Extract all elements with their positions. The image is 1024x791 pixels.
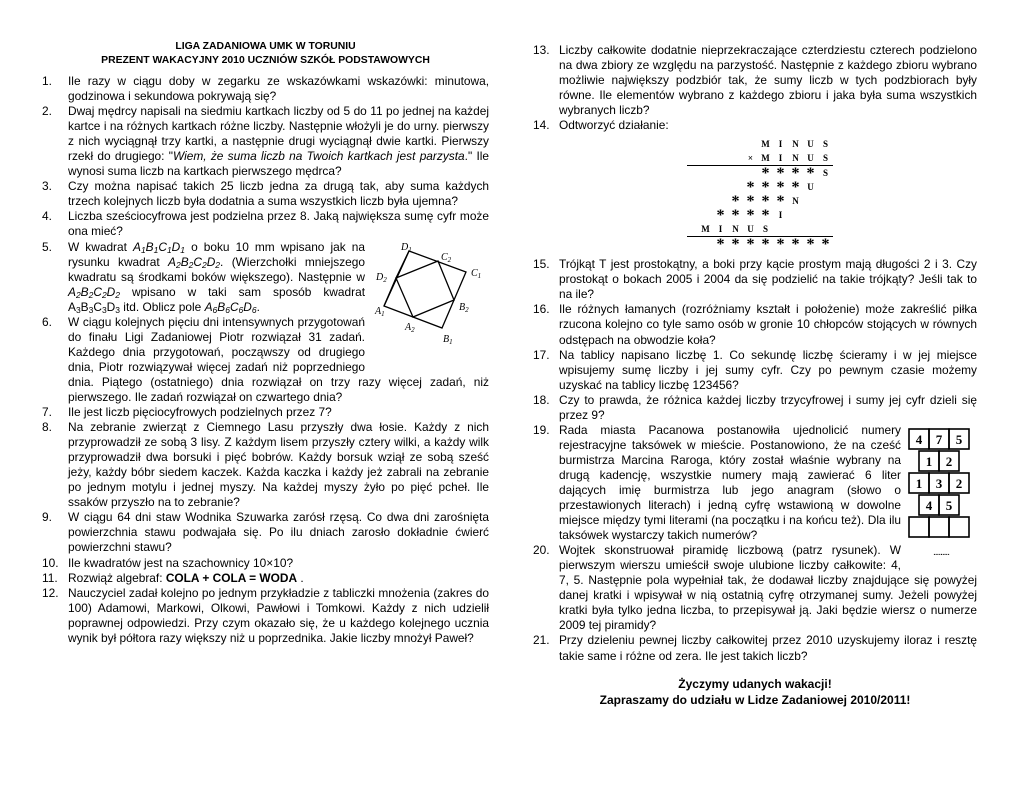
puzzle-star: * — [746, 192, 755, 210]
task-3 — [42, 179, 489, 209]
task-number: 10. — [42, 555, 59, 570]
task-text: o boku 10 mm wpisano jak na rysunku kwadrat — [68, 239, 365, 269]
header-line-1: LIGA ZADANIOWA UMK W TORUNIU — [175, 41, 356, 52]
task-18 — [533, 393, 977, 423]
puzzle-letter: S — [822, 167, 828, 178]
task-text: itd. Oblicz pole — [120, 299, 205, 314]
task-text: Liczba sześciocyfrowa jest podzielna przez 8. Jaką największa sumę cyfr może ona mieć? — [68, 209, 489, 239]
task-number: 5. — [42, 239, 52, 254]
task-8 — [42, 420, 489, 510]
math-A2B2C2D2-b: $A_2B_2C_2D_2$ — [68, 284, 120, 300]
puzzle-star: * — [746, 178, 755, 196]
task-21 — [533, 633, 977, 663]
pyr-value: 4 — [925, 497, 933, 513]
puzzle-star: * — [776, 178, 785, 196]
puzzle-letter: I — [718, 223, 723, 234]
task-number: 13. — [533, 43, 550, 57]
puzzle-star: * — [761, 164, 770, 182]
task-text: Czy można napisać takich 25 liczb jedna za drugą tak, aby suma każdych trzech kolejnych liczb była dodatnia a suma wszystkich liczb była ujemna? — [68, 179, 489, 209]
puzzle-letter: U — [747, 223, 754, 234]
task-text: Trójkąt T jest prostokątny, a boki przy kącie prostym mają długości 2 i 3. Czy prostokąt o bokach 2005 i 2004 da się podzielić na takie trójkąty? Jeśli tak to na ile? — [559, 257, 977, 302]
label-D2: $D_2$ — [376, 271, 387, 284]
square-A2B2C2D2 — [396, 261, 454, 317]
task-number: 8. — [42, 420, 52, 435]
header-line-2: PREZENT WAKACYJNY 2010 UCZNIÓW SZKÓŁ PODSTAWOWYCH — [101, 55, 430, 66]
task-text: Wojtek skonstruował piramidę liczbową (patrz rysunek). W pierwszym wierszu umieścił swoje ulubione liczby całkowite: 4, 7, 5. Następnie pola wypełniał tak, że dodawał liczby znajdujące się powyżej danej kratki i wpisywał w nią ostatnią cyfrę otrzymanej sumy. Jeżeli powyżej kratki była tylko jedna liczba, to przepisywał ją. Jaki będzie wiersz o numerze 2009 tej piramidy? — [559, 543, 977, 633]
puzzle-letter: S — [762, 223, 768, 234]
puzzle-letter: M — [761, 138, 770, 149]
pyr-cell — [929, 517, 949, 537]
task-text: Ile jest liczb pięciocyfrowych podzielnych przez 7? — [68, 405, 332, 420]
puzzle-letter: N — [792, 195, 799, 206]
task-14 — [533, 118, 977, 133]
task-number: 1. — [42, 74, 52, 88]
task-text: Na tablicy napisano liczbę 1. Co sekundę liczbę ścieramy i w jej miejsce wpisujemy sumę liczby i jej sumy cyfr. Czy po pewnym czasie możemy uzyskać na tablicy liczbę 123456? — [559, 347, 977, 392]
puzzle-star: * — [731, 192, 740, 210]
puzzle-row — [683, 237, 833, 251]
puzzle-letter: U — [807, 138, 814, 149]
task-number: 11. — [42, 570, 58, 585]
puzzle-star: * — [776, 192, 785, 210]
puzzle-star: * — [791, 164, 800, 182]
label-A2: $A_2$ — [405, 321, 415, 334]
task-7 — [42, 405, 489, 420]
task-text: ." Ile wynosi suma liczb na kartkach pierwszego mędrca? — [68, 149, 490, 179]
task-number: 17. — [533, 347, 550, 362]
task-list-right-2 — [533, 257, 977, 663]
task-text: wpisano w taki sam sposób kwadrat — [120, 284, 365, 299]
pyr-dots: ......... — [932, 546, 950, 558]
label-C1: $C_1$ — [471, 267, 482, 280]
puzzle-star: * — [821, 235, 830, 253]
puzzle-star: * — [731, 206, 740, 224]
task-1 — [42, 74, 489, 104]
puzzle-star: * — [761, 235, 770, 253]
task-number: 14. — [533, 118, 550, 133]
puzzle-row — [683, 151, 833, 165]
task-number: 4. — [42, 209, 52, 224]
puzzle-star: * — [761, 206, 770, 224]
math-A6B6C6D6: $A_6B_6C_6D_6$ — [204, 299, 257, 315]
task-quote: Wiem, że suma liczb na Twoich kartkach jest parzysta — [172, 149, 465, 164]
task-list-left — [42, 74, 489, 646]
task-number: 18. — [533, 392, 550, 407]
pyr-value: 2 — [945, 453, 953, 469]
puzzle-letter: U — [807, 181, 814, 192]
math-A1B1C1D1: $A_1B_1C_1D_1$ — [133, 239, 185, 255]
task-16 — [533, 302, 977, 347]
pyr-value: 1 — [915, 475, 923, 491]
task-text: Ile kwadratów jest na szachownicy 10×10? — [68, 555, 294, 570]
puzzle-letter: N — [732, 223, 739, 234]
puzzle-star: * — [806, 235, 815, 253]
task-5 — [42, 239, 489, 346]
math-A3B3C3D3: $A_3B_3C_3D_3$ — [68, 299, 120, 315]
task-number: 7. — [42, 405, 52, 420]
task-text: Ile razy w ciągu doby w zegarku ze wskazówkami wskazówki: minutowa, godzinowa i sekundowa pokrywają się? — [68, 74, 489, 104]
task-13 — [533, 43, 977, 118]
task-number: 9. — [42, 510, 52, 525]
task-text: W kwadrat — [68, 239, 133, 254]
task-11 — [42, 571, 489, 586]
pyr-cell — [909, 517, 929, 537]
puzzle-letter: U — [807, 152, 814, 163]
minus-multiplication-puzzle — [683, 137, 833, 251]
puzzle-star: * — [746, 206, 755, 224]
puzzle-star: * — [746, 235, 755, 253]
puzzle-letter: N — [792, 152, 799, 163]
pyr-cell — [949, 517, 969, 537]
puzzle-star: * — [791, 235, 800, 253]
task-number: 21. — [533, 633, 550, 648]
task-10 — [42, 556, 489, 571]
pyr-value: 1 — [925, 453, 933, 469]
task-number: 12. — [42, 585, 59, 600]
label-D1: $D_1$ — [401, 241, 412, 254]
task-2 — [42, 104, 489, 179]
task-9 — [42, 510, 489, 555]
label-A1: $A_1$ — [375, 305, 385, 318]
task-20 — [533, 543, 977, 633]
puzzle-star: * — [761, 192, 770, 210]
pyr-value: 5 — [945, 497, 953, 513]
task-number: 15. — [533, 257, 550, 272]
puzzle-star: * — [761, 178, 770, 196]
task-text: Na zebranie zwierząt z Ciemnego Lasu przyszły dwa łosie. Każdy z nich przyprowadził ze sobą 3 lisy. Z każdym lisem przyszły cztery wilki, a każdy wilk przyprowadził dwa borsuki i pięć bobrów. Każdy borsuk wziął ze sobą sześć jeży, każdy bóbr siedem kaczek. Każda kaczka i każdy jeż zabrali na zebranie po jednym motylu i jednej myszy. Na każdej myszy żyło po pięć pcheł. Ile ssaków przyszło na to zebranie? — [68, 420, 489, 510]
puzzle-row — [683, 194, 833, 208]
puzzle-row — [683, 180, 833, 194]
task-text: Dwaj mędrcy napisali na siedmiu kartkach liczby od 5 do 11 po jednej na każdej kartce i na różnych kartkach różne liczby. Następnie włożyli je do urny. pierwszy z nich wyciągnął trzy kartki, a następnie drugi wyciągnął dwie kartki. Pierwszy rzekł do drugiego: " — [68, 104, 489, 164]
task-text: Rozwiąż algebraf: — [68, 570, 166, 585]
pyr-value: 3 — [935, 475, 943, 491]
label-C2: $C_2$ — [441, 251, 452, 264]
puzzle-letter: M — [701, 223, 710, 234]
label-B1: $B_1$ — [443, 333, 453, 346]
puzzle-letter: S — [822, 138, 828, 149]
task-text: Liczby całkowite dodatnie nieprzekraczające czterdziestu czterech podzielono na dwa zbiory ze względu na parzystość. Następnie z każdego zbioru wybrano możliwie największy podzbiór tak, że sumy liczb w tych podzbiorach były równe. Ile elementów wybrano z każdego zbioru i jaka była suma wszystkich wybranych liczb? — [559, 43, 977, 118]
task-text: . — [256, 299, 260, 314]
task-number: 16. — [533, 302, 550, 317]
footer-line-2: Zapraszamy do udziału w Lidze Zadaniowej 2010/2011! — [599, 692, 911, 707]
task-15 — [533, 257, 977, 302]
task-6 — [42, 315, 489, 405]
puzzle-star: * — [731, 235, 740, 253]
task-17 — [533, 348, 977, 393]
task-text: W ciągu kolejnych pięciu dni intensywnych przygotowań do finału Ligi Zadaniowej Piotr rozwiązał 31 zadań. Każdego dnia przygotowań, począwszy od drugiego dnia, Piotr rozwiązywał więcej zadań niż poprzedniego dnia. Piątego (ostatniego) dnia rozwiązał on trzy razy więcej zadań, niż pierwszego. Ile zadań rozwiązał on czwartego dnia? — [68, 314, 489, 404]
puzzle-star: * — [791, 178, 800, 196]
task-text: Przy dzieleniu pewnej liczby całkowitej przez 2010 uzyskujemy iloraz i resztę takie same i różne od zera. Ile jest takich liczb? — [559, 633, 977, 663]
task-4 — [42, 209, 489, 239]
pyr-value: 7 — [935, 431, 943, 447]
task-number: 19. — [533, 422, 550, 437]
puzzle-letter: I — [778, 152, 783, 163]
pyr-value: 4 — [915, 431, 923, 447]
task-number: 6. — [42, 314, 52, 329]
puzzle-star: * — [806, 164, 815, 182]
task-text: Nauczyciel zadał kolejno po jednym przykładzie z tabliczki mnożenia (zakres do 100) Adamowi, Markowi, Olkowi, Pawłowi i Tomkowi. Każdy z nich udzielił poprawnej odpowiedzi. Przy czym okazało się, że u każdego kolejnego ucznia wynik był półtora razy większy niż u poprzednika. Jakie liczby mnożył Paweł? — [68, 585, 489, 645]
algebraf-equation: COLA + COLA = WODA — [165, 570, 298, 585]
puzzle-row — [683, 222, 833, 236]
puzzle-row — [683, 208, 833, 222]
puzzle-star: * — [716, 235, 725, 253]
left-column — [42, 40, 489, 646]
puzzle-letter: M — [761, 152, 770, 163]
puzzle-letter: I — [778, 138, 783, 149]
puzzle-letter: N — [792, 138, 799, 149]
task-text: Czy to prawda, że różnica każdej liczby trzycyfrowej i sumy jej cyfr dzieli się przez 9? — [559, 392, 977, 422]
task-text: Ile różnych łamanych (rozróżniamy kształt i położenie) może zakreślić piłka rzucona kolejno co tyle samo osób w gronie 10 chłopców stojących w równych odstępach na obwodzie koła? — [559, 302, 977, 347]
puzzle-star: * — [776, 164, 785, 182]
puzzle-star: * — [716, 206, 725, 224]
pyr-value: 2 — [955, 475, 963, 491]
task-text: . — [297, 570, 304, 585]
task-text: . (Wierzchołki mniejszego kwadratu są środkami boków większego). Następnie w — [68, 254, 365, 284]
task-list-right — [533, 43, 977, 133]
task-text: W ciągu 64 dni staw Wodnika Szuwarka zarósł rzęsą. Co dwa dni zarośnięta powierzchnia stawu podwajała się. Po ilu dniach zarosło dokładnie ćwierć powierzchni stawu? — [68, 510, 489, 555]
math-A2B2C2D2: $A_2B_2C_2D_2$ — [168, 254, 221, 270]
task-number: 20. — [533, 543, 550, 558]
task-text: Rada miasta Pacanowa postanowiła ujednolicić numery rejestracyjne taksówek w mieście. Postanowiono, że na cześć burmistrza Marcina Raroga, który został właśnie wybrany na drugą kadencję, wszystkie numery mają zawierać 6 liter dających imię burmistrza lub jego anagram (słowo o przestawionych literach) i jedną cyfrę wstawioną w dowolne miejsce między tymi literami (na początku i na końcu też). Dla ilu taksówek wystarczy takich numerów? — [559, 422, 901, 543]
task-12 — [42, 586, 489, 646]
right-column — [533, 43, 977, 708]
task-number: 2. — [42, 104, 52, 119]
task-number: 3. — [42, 179, 52, 194]
puzzle-row — [683, 137, 833, 151]
puzzle-letter: I — [778, 209, 783, 220]
puzzle-row — [683, 166, 833, 180]
puzzle-letter: S — [822, 152, 828, 163]
puzzle-star: * — [776, 235, 785, 253]
pyr-value: 5 — [955, 431, 963, 447]
puzzle-letter: × — [747, 152, 754, 163]
footer-line-1: Życzymy udanych wakacji! — [678, 676, 832, 691]
task-text: Odtworzyć działanie: — [559, 118, 669, 133]
label-B2: $B_2$ — [459, 301, 469, 314]
